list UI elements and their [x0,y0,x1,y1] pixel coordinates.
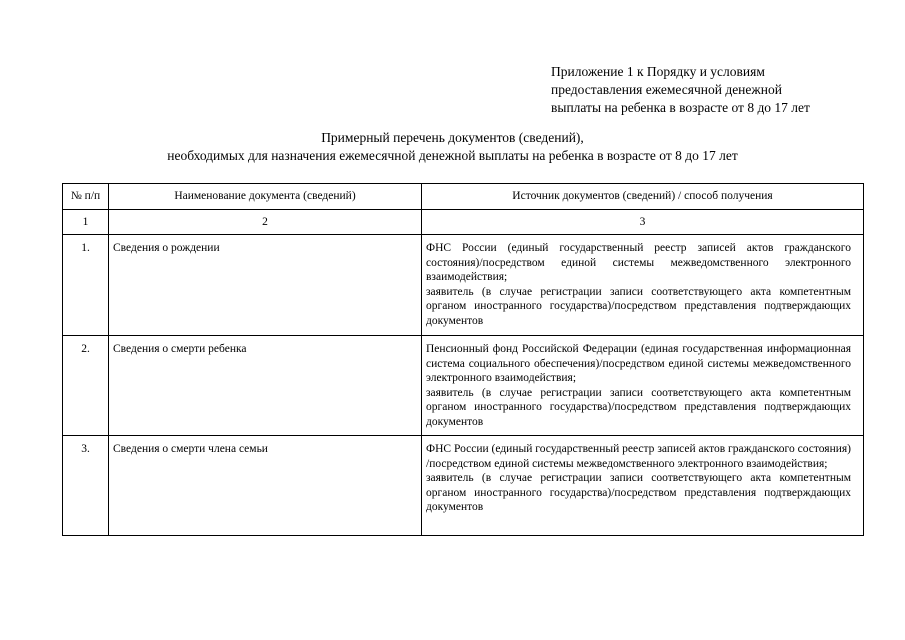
row-number: 1. [63,235,109,336]
column-number: 2 [109,210,422,235]
source-main: Пенсионный фонд Российской Федерации (единая государственная информационная система социального обеспечения)/посредством единой системы межведомственного электронного взаимодействия; [426,343,851,384]
source-applicant: заявитель (в случае регистрации записи соответствующего акта компетентным органом иностранного государства)/посредством представления подтверждающих документов [426,285,851,327]
column-number: 3 [422,210,864,235]
appendix-line: выплаты на ребенка в возрасте от 8 до 17 лет [551,100,810,115]
documents-table [62,183,864,536]
header-number: № п/п [63,184,109,210]
table-row [63,436,864,536]
title-line-1: Примерный перечень документов (сведений), [321,130,584,145]
source-applicant: заявитель (в случае регистрации записи соответствующего акта компетентным органом иностранного государства)/посредством представления подтверждающих документов [426,386,851,428]
row-number: 2. [63,336,109,436]
source-main: ФНС России (единый государственный реестр записей актов гражданского состояния)/посредством единой системы межведомственного электронного взаимодействия; [426,242,851,283]
source-applicant: заявитель (в случае регистрации записи соответствующего акта компетентным органом иностранного государства)/посредством представления подтверждающих документов [426,472,851,513]
document-name: Сведения о смерти ребенка [109,336,422,436]
appendix-line: Приложение 1 к Порядку и условиям [551,64,765,79]
document-source [422,436,864,536]
document-source [422,336,864,436]
row-number: 3. [63,436,109,536]
title-line-2: необходимых для назначения ежемесячной денежной выплаты на ребенка в возрасте от 8 до 17 лет [167,148,738,163]
column-number-row [63,210,864,235]
source-main: ФНС России (единый государственный реестр записей актов гражданского состояния) /посредством единой системы межведомственного электронного взаимодействия; [426,443,851,470]
table-header-row [63,184,864,210]
document-name: Сведения о рождении [109,235,422,336]
document-title [60,129,845,165]
appendix-line: предоставления ежемесячной денежной [551,82,782,97]
document-name: Сведения о смерти члена семьи [109,436,422,536]
appendix-note [551,63,891,117]
column-number: 1 [63,210,109,235]
header-source: Источник документов (сведений) / способ получения [422,184,864,210]
table-row [63,235,864,336]
document-source [422,235,864,336]
table-row [63,336,864,436]
header-document-name: Наименование документа (сведений) [109,184,422,210]
